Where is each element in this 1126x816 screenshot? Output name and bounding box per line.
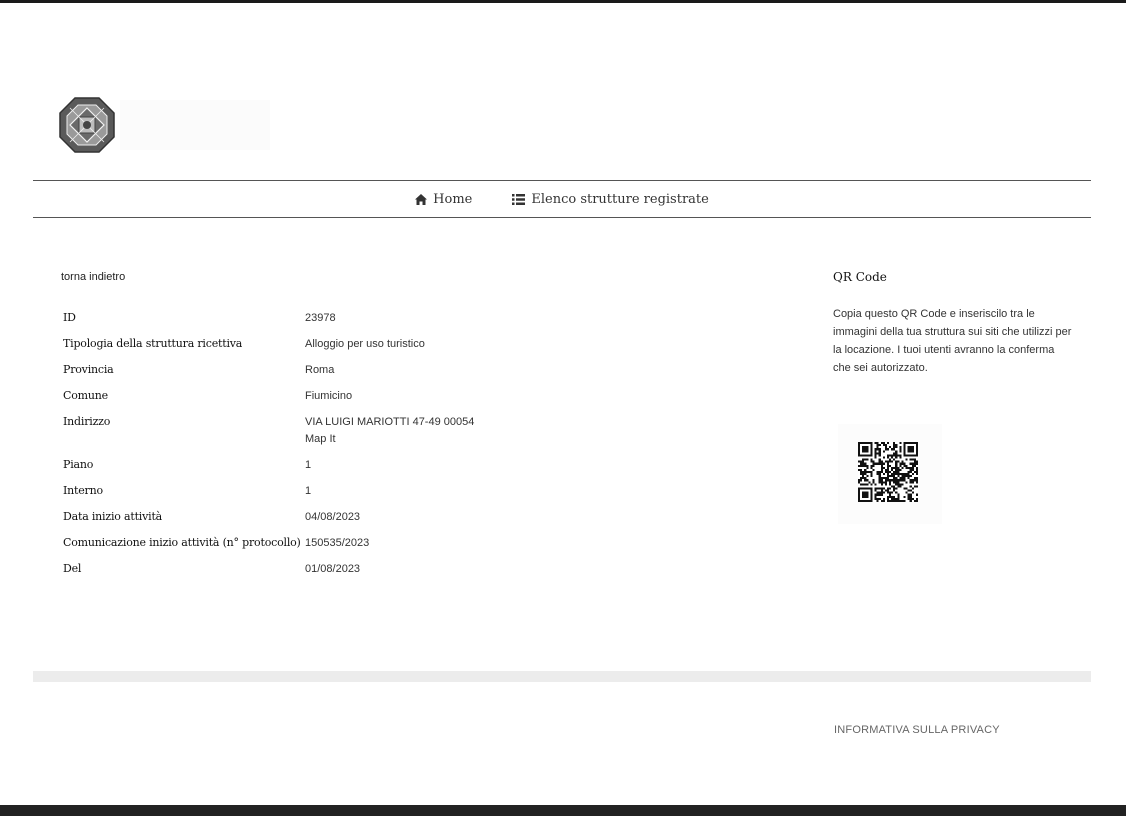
nav-home[interactable] [415,192,472,207]
detail-value: Alloggio per uso turistico [305,338,425,350]
detail-value-address [305,414,474,448]
detail-row-date-of [63,561,543,578]
structure-details [63,310,543,587]
logo-emblem-icon[interactable] [58,96,116,154]
detail-row-type [63,336,543,353]
qr-description: Copia questo QR Code e inseriscilo tra le immagini della tua struttura sui siti che utilizzi per la locazione. I tuoi utenti avranno la conferma che sei autorizzato. [833,308,1072,374]
bottom-border [0,805,1126,816]
nav-home-label: Home [433,191,473,207]
detail-label: Comune [63,389,108,402]
detail-row-floor [63,457,543,474]
map-it-link[interactable]: Map It [305,433,336,445]
detail-label: Indirizzo [63,415,111,428]
footer-divider [33,671,1091,682]
detail-value: Fiumicino [305,390,353,402]
address-text: VIA LUIGI MARIOTTI 47-49 00054 [305,416,475,428]
detail-label: Provincia [63,363,114,376]
detail-label: Piano [63,458,94,471]
detail-value: 150535/2023 [305,537,370,549]
detail-label: Data inizio attività [63,510,163,523]
detail-row-interior [63,483,543,500]
qr-code-container [838,424,942,524]
qr-title: QR Code [833,270,887,284]
detail-label: Tipologia della struttura ricettiva [63,337,243,350]
detail-value: 01/08/2023 [305,563,361,575]
nav-registered-structures[interactable] [512,192,708,207]
detail-label: Comunicazione inizio attività (n° protocollo) [63,536,301,549]
detail-label: Interno [63,484,103,497]
nav-registered-structures-label: Elenco strutture registrate [531,191,709,207]
detail-value: 1 [305,485,312,497]
logo-wordmark-area [120,100,270,150]
detail-value: Roma [305,364,335,376]
back-link[interactable]: torna indietro [61,271,126,283]
main-nav [33,180,1091,218]
list-icon [512,194,525,205]
detail-value: 23978 [305,312,336,324]
detail-row-protocol [63,535,543,552]
detail-row-municipality [63,388,543,405]
qr-code-icon[interactable] [858,442,918,502]
detail-label: ID [63,311,76,324]
privacy-policy-link[interactable]: INFORMATIVA SULLA PRIVACY [834,724,1000,736]
home-icon [415,194,427,205]
detail-row-address [63,414,543,448]
detail-row-id [63,310,543,327]
detail-row-start-date [63,509,543,526]
detail-value: 04/08/2023 [305,511,361,523]
top-border [0,0,1126,3]
detail-value: 1 [305,459,312,471]
detail-label: Del [63,562,82,575]
detail-row-province [63,362,543,379]
